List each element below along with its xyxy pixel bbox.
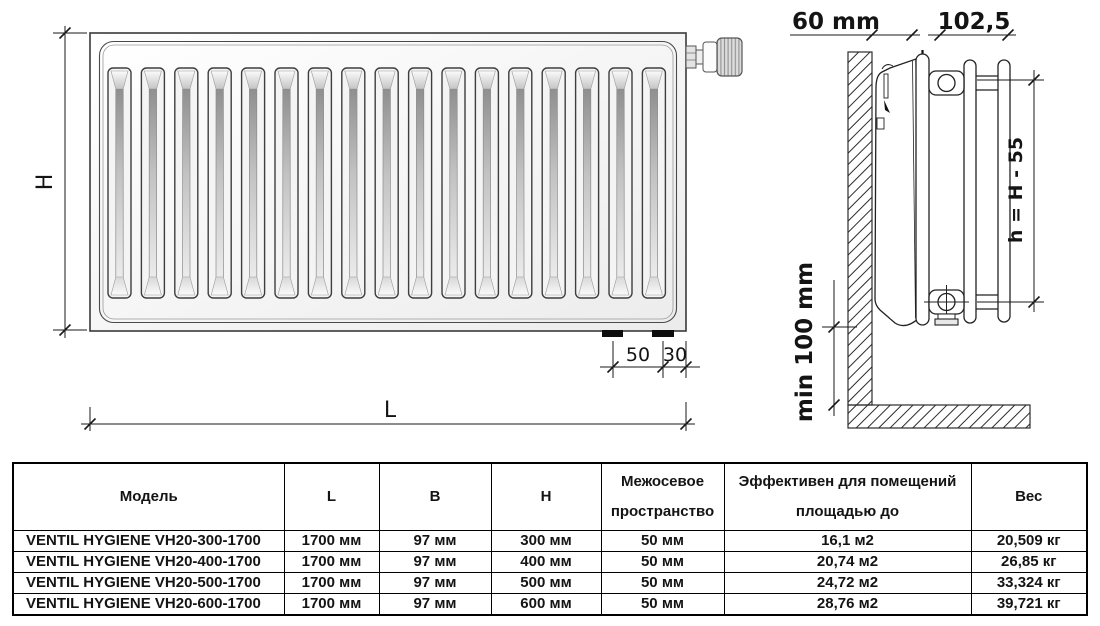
cell-depth: 97 мм xyxy=(379,573,491,594)
table-row xyxy=(13,573,1087,594)
cell-effective-area: 28,76 м2 xyxy=(724,594,971,616)
table-row xyxy=(13,552,1087,573)
table-row xyxy=(13,594,1087,616)
side-view xyxy=(848,50,1030,428)
cell-length: 1700 мм xyxy=(284,573,379,594)
radiator-side-profile xyxy=(875,50,1010,326)
cell-length: 1700 мм xyxy=(284,531,379,552)
front-view-radiator xyxy=(90,33,742,337)
cell-axis-spacing: 50 мм xyxy=(601,531,724,552)
cell-axis-spacing: 50 мм xyxy=(601,594,724,616)
cell-effective-area: 24,72 м2 xyxy=(724,573,971,594)
cell-effective-area: 20,74 м2 xyxy=(724,552,971,573)
cell-weight: 33,324 кг xyxy=(971,573,1087,594)
cell-length: 1700 мм xyxy=(284,552,379,573)
table-header-row xyxy=(13,463,1087,531)
cell-height: 600 мм xyxy=(491,594,601,616)
cell-weight: 20,509 кг xyxy=(971,531,1087,552)
cell-axis-spacing: 50 мм xyxy=(601,552,724,573)
cell-depth: 97 мм xyxy=(379,552,491,573)
dim-label-H: H xyxy=(33,173,58,191)
dim-label-h-H-55: h = H - 55 xyxy=(1005,136,1027,244)
cell-depth: 97 мм xyxy=(379,531,491,552)
col-header-effective-area: Эффективен для помещений площадью до xyxy=(724,463,971,531)
cell-height: 300 мм xyxy=(491,531,601,552)
dim-label-min-100mm: min 100 mm xyxy=(792,261,818,423)
cell-depth: 97 мм xyxy=(379,594,491,616)
dim-height-H xyxy=(53,26,87,338)
cell-height: 500 мм xyxy=(491,573,601,594)
dim-label-50: 50 xyxy=(625,344,651,366)
dim-label-60mm: 60 mm xyxy=(792,9,880,35)
cell-length: 1700 мм xyxy=(284,594,379,616)
cell-height: 400 мм xyxy=(491,552,601,573)
col-header-L: L xyxy=(284,463,379,531)
floor-section xyxy=(848,405,1030,428)
cell-model: VENTIL HYGIENE VH20-600-1700 xyxy=(13,594,284,616)
wall-section xyxy=(848,52,872,405)
table-row xyxy=(13,531,1087,552)
cell-model: VENTIL HYGIENE VH20-400-1700 xyxy=(13,552,284,573)
cell-weight: 26,85 кг xyxy=(971,552,1087,573)
thermostatic-valve xyxy=(686,38,742,76)
dim-label-102-5: 102,5 xyxy=(937,9,1011,35)
dim-label-30: 30 xyxy=(662,344,688,366)
spec-table xyxy=(12,462,1088,616)
col-header-B: B xyxy=(379,463,491,531)
cell-effective-area: 16,1 м2 xyxy=(724,531,971,552)
col-header-axis-spacing: Межосевое пространство xyxy=(601,463,724,531)
col-header-H: H xyxy=(491,463,601,531)
cell-model: VENTIL HYGIENE VH20-500-1700 xyxy=(13,573,284,594)
cell-model: VENTIL HYGIENE VH20-300-1700 xyxy=(13,531,284,552)
col-header-model: Модель xyxy=(13,463,284,531)
cell-weight: 39,721 кг xyxy=(971,594,1087,616)
col-header-weight: Вес xyxy=(971,463,1087,531)
convector-grooves xyxy=(108,68,665,298)
cell-axis-spacing: 50 мм xyxy=(601,573,724,594)
dim-label-L: L xyxy=(383,398,397,423)
